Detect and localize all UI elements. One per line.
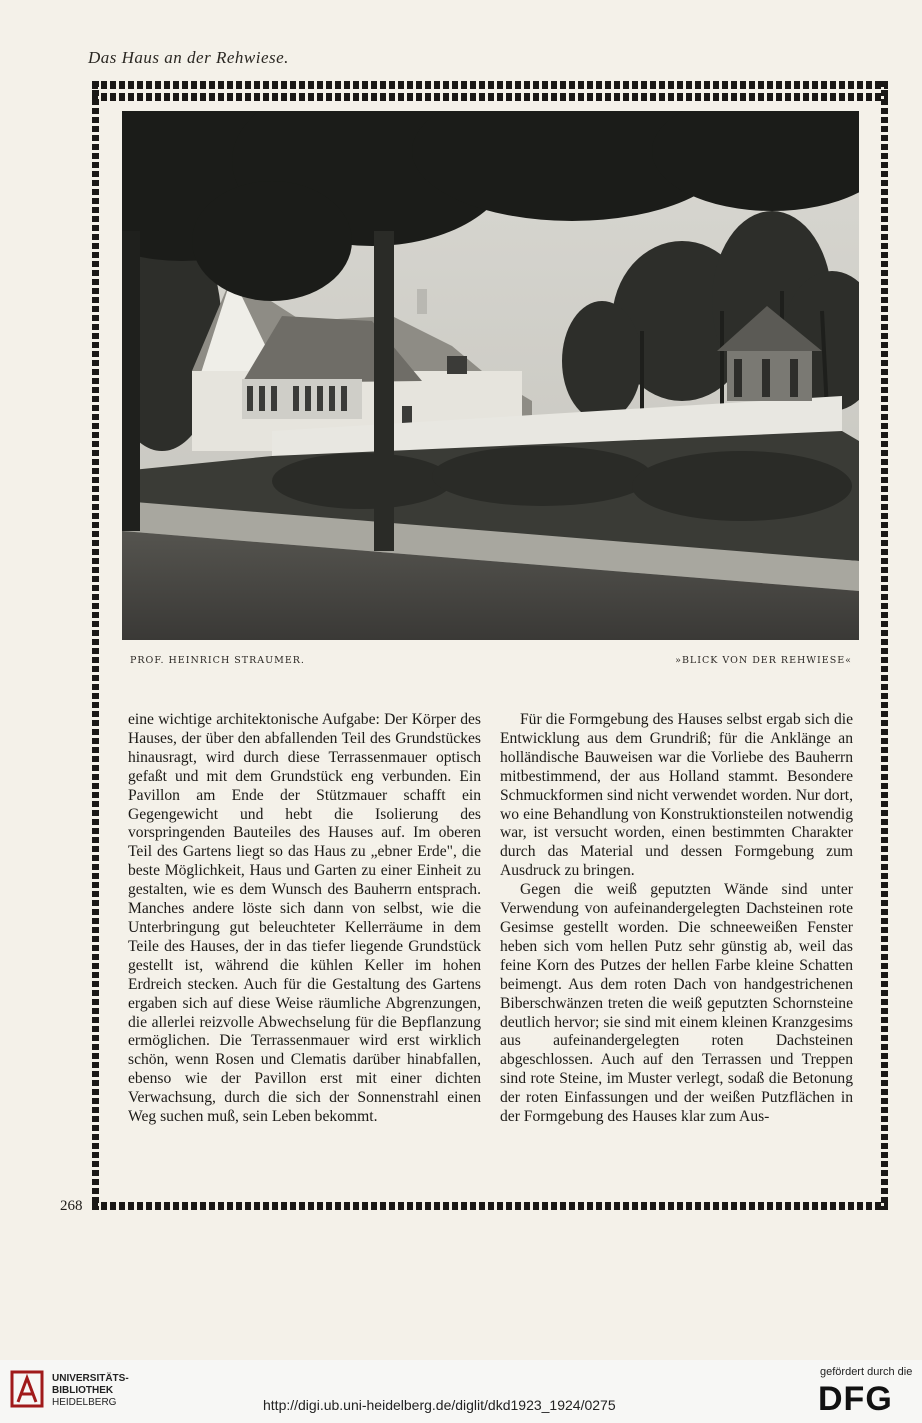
paragraph: eine wichtige architektonische Aufgabe: Der Körper des Hauses, der über den abfallenden Teil des Grundstückes hinausragt, wird durch diese Terrassenmauer optisch gefaßt und mit dem Grundstück eng verbunden. Ein Pavillon am Ende der Stützmauer schafft ein Gegengewicht und hebt die Isolierung des vorspringenden Bauteiles des Hauses auf. Im oberen Teil des Gartens liegt so das Haus zu „ebner Erde", die beste Möglichkeit, Haus und Garten zu einer Einheit zu gestalten, wie es dem Wunsch des Bauherrn entsprach. Manches andere löste sich dann von selbst, wie die Unterbringung gut beleuchteter Kellerräume in dem Teile des Hauses, der in das tiefer liegende Grundstück gestellt ist, während die kühlen Keller im hohen Erdreich stecken. Auch für die Gestaltung des Gartens ergaben sich auf diese Weise räumliche Abgrenzungen, die allerlei reizvolle Abwechselung für die Bepflanzung ermöglichen. Die Terrassenmauer wird erst wirklich schön, wenn Rosen und Clematis darüber hinabfallen, ebenso wie der Pavillon erst mit einer dichten Verwachsung, durch die sich der Sonnenstrahl einen Weg suchen muß, sein Leben bekommt. — [128, 711, 481, 1126]
frame-top — [92, 81, 888, 89]
photo-illustration — [122, 111, 859, 640]
library-name-line: HEIDELBERG — [52, 1397, 117, 1408]
frame-right — [881, 81, 888, 1210]
dfg-logo[interactable]: DFG — [818, 1380, 893, 1418]
university-library-logo-icon — [10, 1368, 44, 1410]
paragraph: Für die Formgebung des Hauses selbst ergab sich die Entwicklung aus dem Grundriß; für die Anklänge an holländische Bauweisen war die Vorliebe des Bauherrn mitbestimmend, der aus Holland stammt. Besondere Schmuckformen sind nicht verwendet worden. Nur dort, wo eine Behandlung von Konstruktionsteilen notwendig war, ist versucht worden, einen bestimmten Charakter durch das Material und dessen Formgebung zum Ausdruck zu bringen. — [500, 711, 853, 880]
sponsor-text: gefördert durch die — [820, 1366, 913, 1378]
university-library-name[interactable] — [52, 1373, 129, 1409]
frame-bottom — [92, 1202, 888, 1210]
running-head: Das Haus an der Rehwiese. — [88, 48, 289, 67]
caption-title: »BLICK VON DER REHWIESE« — [675, 655, 852, 666]
library-name-line: UNIVERSITÄTS- — [52, 1373, 129, 1384]
house-photograph — [122, 111, 859, 640]
paragraph: Gegen die weiß geputzten Wände sind unter Verwendung von aufeinandergelegten Dachsteinen rote Gesimse gestellt worden. Die schneeweißen Fenster heben sich vom hellen Putz sehr günstig ab, weil das feine Korn des Putzes der hellen Farbe kleine Schatten beimengt. Aus dem roten Dach von handgestrichenen Biberschwänzen treten die weiß geputzten Schornsteine deutlich hervor; sie sind mit einem kleinen Kranzgesims aus aufeinandergelegten roten Dachsteinen abgeschlossen. Auch auf den Terrassen und Treppen sind rote Steine, im Muster verlegt, sodaß die Betonung der roten Einfassungen und der weißen Putzflächen in der Formgebung des Hauses klar zum Aus- — [500, 881, 853, 1126]
footer-bar — [0, 1360, 922, 1423]
document-url-link[interactable]: http://digi.ub.uni-heidelberg.de/diglit/dkd1923_1924/0275 — [263, 1397, 616, 1413]
page-number: 268 — [60, 1198, 83, 1214]
library-name-line: BIBLIOTHEK — [52, 1385, 114, 1396]
text-column-left — [128, 711, 481, 1127]
frame-left — [92, 81, 99, 1210]
frame-top-inner — [92, 93, 888, 101]
text-column-right — [500, 711, 853, 1127]
caption-architect: PROF. HEINRICH STRAUMER. — [130, 655, 305, 666]
